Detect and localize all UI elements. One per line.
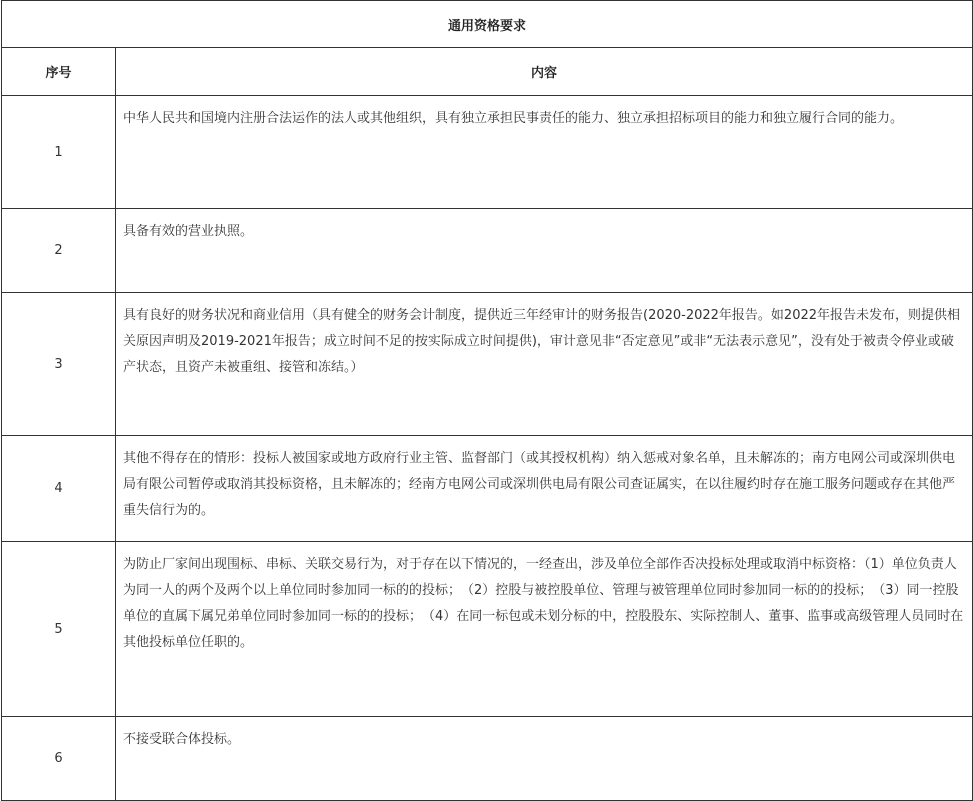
row-index: 6: [2, 717, 116, 801]
table-row: [2, 436, 973, 542]
row-index: 1: [2, 96, 116, 209]
row-content: 具备有效的营业执照。: [116, 209, 973, 293]
table-row: [2, 717, 973, 801]
table-row: [2, 96, 973, 209]
table-row: [2, 209, 973, 293]
row-content: 为防止厂家间出现围标、串标、关联交易行为，对于存在以下情况的，一经查出，涉及单位全部作否决投标处理或取消中标资格：（1）单位负责人为同一人的两个及两个以上单位同时参加同一标的的投标； （2）控股与被控股单位、管理与被管理单位同时参加同一标的的投标； （3）同一控股单位的直属下属兄弟单位同时参加同一标的的投标； （4）在同一标包或未划分标的中，控股股东、实际控制人、董事、监事或高级管理人员同时在其他投标单位任职的。: [116, 542, 973, 717]
table-title-row: [2, 1, 973, 48]
header-index: 序号: [2, 48, 116, 96]
header-content: 内容: [116, 48, 973, 96]
row-content: 中华人民共和国境内注册合法运作的法人或其他组织，具有独立承担民事责任的能力、独立承担招标项目的能力和独立履行合同的能力。: [116, 96, 973, 209]
row-index: 3: [2, 293, 116, 436]
qualification-table: [1, 0, 973, 801]
row-content: 具有良好的财务状况和商业信用（具有健全的财务会计制度，提供近三年经审计的财务报告(2020-2022年报告。如2022年报告未发布，则提供相关原因声明及2019-2021年报告；成立时间不足的按实际成立时间提供)，审计意见非“否定意见”或非“无法表示意见”，没有处于被责令停业或破产状态，且资产未被重组、接管和冻结。）: [116, 293, 973, 436]
table-title: 通用资格要求: [2, 1, 973, 48]
table-row: [2, 293, 973, 436]
row-content: 其他不得存在的情形：投标人被国家或地方政府行业主管、监督部门（或其授权机构）纳入惩戒对象名单，且未解冻的；南方电网公司或深圳供电局有限公司暂停或取消其投标资格，且未解冻的；经南方电网公司或深圳供电局有限公司查证属实，在以往履约时存在施工服务问题或存在其他严重失信行为的。: [116, 436, 973, 542]
row-index: 2: [2, 209, 116, 293]
row-index: 5: [2, 542, 116, 717]
table-row: [2, 542, 973, 717]
row-content: 不接受联合体投标。: [116, 717, 973, 801]
table-header-row: [2, 48, 973, 96]
row-index: 4: [2, 436, 116, 542]
